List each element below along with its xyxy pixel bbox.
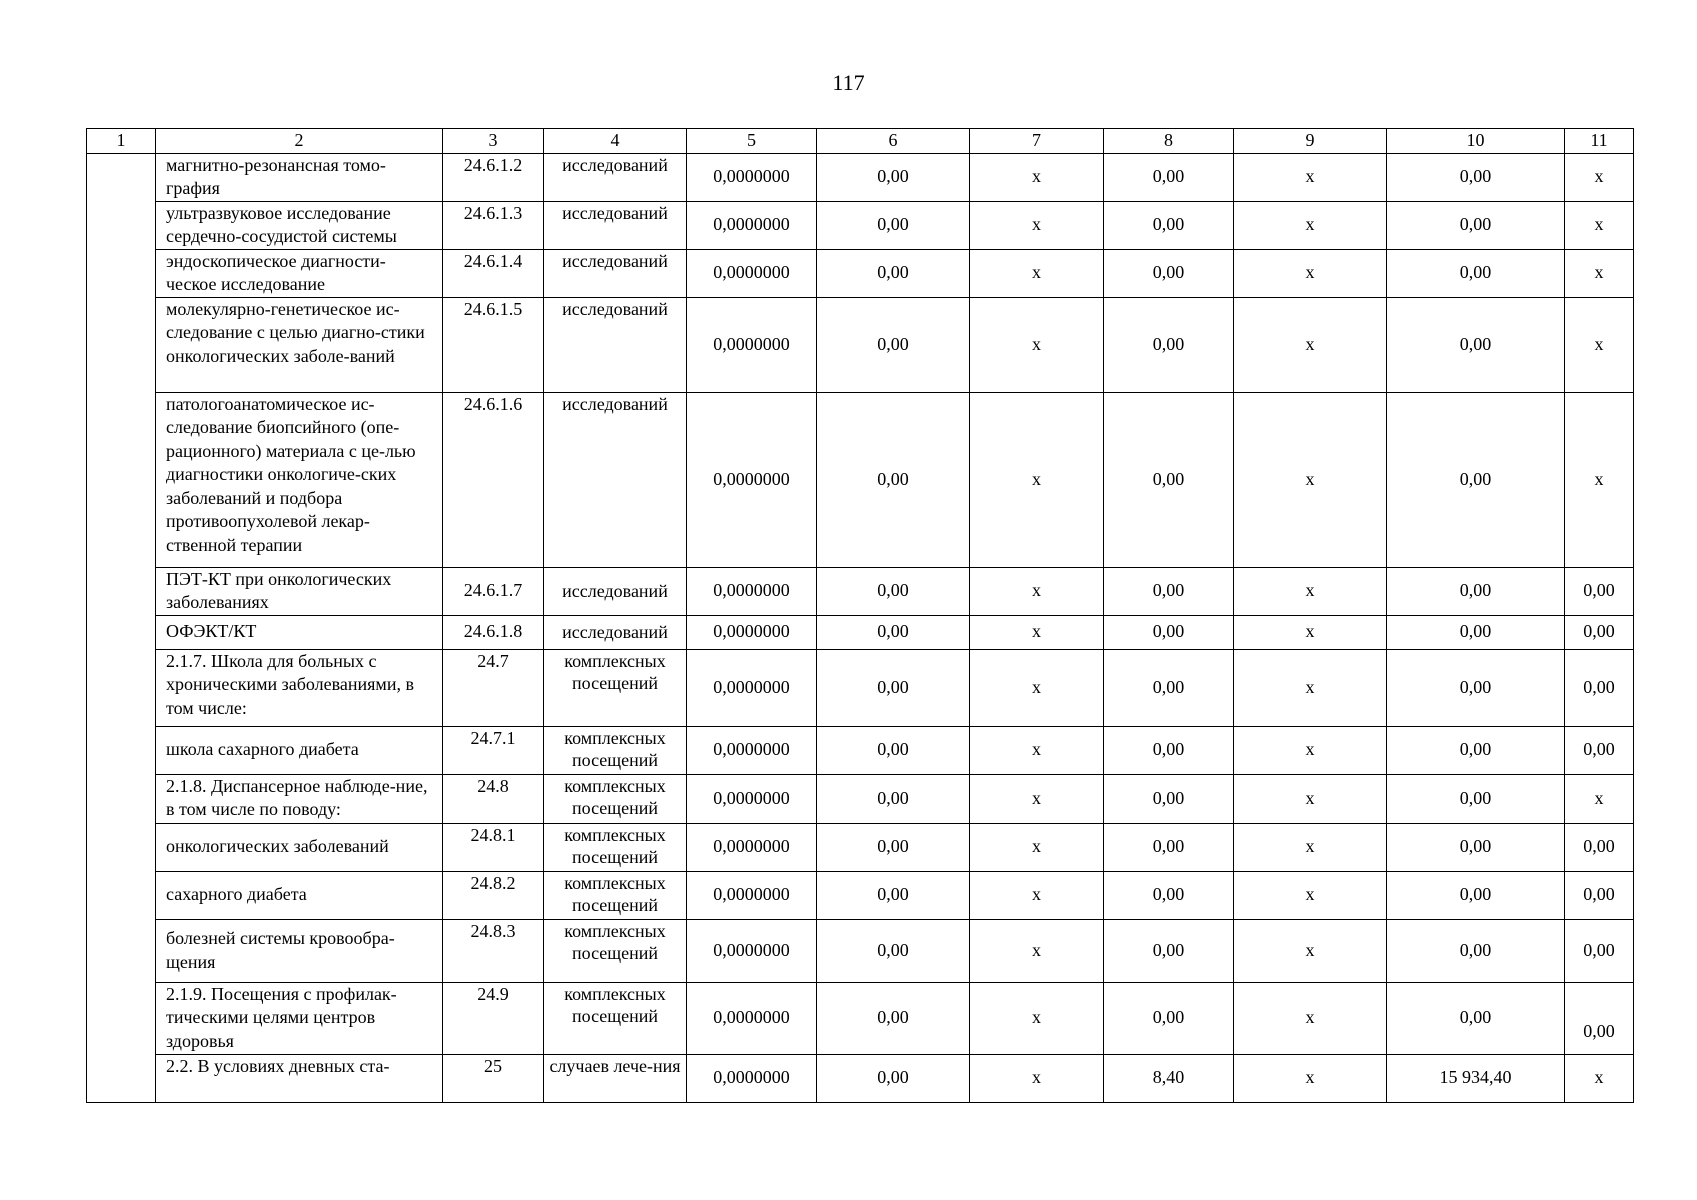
row-description: ОФЭКТ/КТ <box>156 615 443 649</box>
cell-col6: 0,00 <box>817 1054 970 1102</box>
cell-col6: 0,00 <box>817 201 970 249</box>
cell-col9: х <box>1234 982 1387 1054</box>
table-row <box>87 774 1634 823</box>
cell-col11: 0,00 <box>1565 919 1634 982</box>
column-number: 2 <box>156 129 443 154</box>
cell-col6: 0,00 <box>817 392 970 567</box>
cell-col7: х <box>970 249 1104 297</box>
row-unit: комплексных посещений <box>544 871 687 919</box>
cell-col7: х <box>970 567 1104 615</box>
table-row <box>87 249 1634 297</box>
row-unit: случаев лече-ния <box>544 1054 687 1102</box>
column-number: 3 <box>443 129 544 154</box>
cell-col11: х <box>1565 1054 1634 1102</box>
cell-col9: х <box>1234 392 1387 567</box>
cell-col7: х <box>970 615 1104 649</box>
cell-col11: 0,00 <box>1565 871 1634 919</box>
column-number: 1 <box>87 129 156 154</box>
table-row <box>87 823 1634 871</box>
row-group-cell <box>87 153 156 1102</box>
cell-col10: 15 934,40 <box>1387 1054 1565 1102</box>
cell-col9: х <box>1234 919 1387 982</box>
row-code: 24.8 <box>443 774 544 823</box>
row-description: патологоанатомическое ис-следование биопсийного (опе-рационного) материала с це-лью диагностики онкологиче-ских заболеваний и подбора противоопухолевой лекар-ственной терапии <box>156 392 443 567</box>
cell-col6: 0,00 <box>817 249 970 297</box>
cell-col5: 0,0000000 <box>687 392 817 567</box>
cell-col5: 0,0000000 <box>687 567 817 615</box>
table-row <box>87 201 1634 249</box>
cell-col10: 0,00 <box>1387 249 1565 297</box>
cell-col6: 0,00 <box>817 919 970 982</box>
row-unit: исследований <box>544 153 687 201</box>
cell-col6: 0,00 <box>817 297 970 392</box>
cell-col7: х <box>970 774 1104 823</box>
row-description: молекулярно-генетическое ис-следование с целью диагно-стики онкологических заболе-ваний <box>156 297 443 392</box>
cell-col6: 0,00 <box>817 982 970 1054</box>
cell-col5: 0,0000000 <box>687 649 817 726</box>
cell-col7: х <box>970 392 1104 567</box>
cell-col5: 0,0000000 <box>687 153 817 201</box>
row-description: 2.2. В условиях дневных ста- <box>156 1054 443 1102</box>
cell-col8: 0,00 <box>1104 649 1234 726</box>
cell-col8: 0,00 <box>1104 823 1234 871</box>
row-description: ультразвуковое исследование сердечно-сосудистой системы <box>156 201 443 249</box>
cell-col8: 0,00 <box>1104 153 1234 201</box>
column-number: 11 <box>1565 129 1634 154</box>
row-description: болезней системы кровообра-щения <box>156 919 443 982</box>
cell-col9: х <box>1234 774 1387 823</box>
row-description: магнитно-резонансная томо-графия <box>156 153 443 201</box>
table-row <box>87 567 1634 615</box>
cell-col9: х <box>1234 1054 1387 1102</box>
cell-col8: 0,00 <box>1104 567 1234 615</box>
table-row <box>87 919 1634 982</box>
column-number: 9 <box>1234 129 1387 154</box>
cell-col7: х <box>970 919 1104 982</box>
cell-col10: 0,00 <box>1387 823 1565 871</box>
column-number: 7 <box>970 129 1104 154</box>
page-number: 117 <box>832 70 865 95</box>
row-unit: комплексных посещений <box>544 982 687 1054</box>
row-unit: исследований <box>544 297 687 392</box>
cell-col7: х <box>970 1054 1104 1102</box>
cell-col5: 0,0000000 <box>687 774 817 823</box>
cell-col10: 0,00 <box>1387 153 1565 201</box>
row-code: 24.8.1 <box>443 823 544 871</box>
cell-col10: 0,00 <box>1387 774 1565 823</box>
row-unit: комплексных посещений <box>544 726 687 774</box>
table-row <box>87 871 1634 919</box>
cell-col5: 0,0000000 <box>687 297 817 392</box>
cell-col6: 0,00 <box>817 871 970 919</box>
header-row <box>87 129 1634 154</box>
cell-col10: 0,00 <box>1387 919 1565 982</box>
cell-col10: 0,00 <box>1387 649 1565 726</box>
cell-col11: 0,00 <box>1565 982 1634 1054</box>
cell-col5: 0,0000000 <box>687 726 817 774</box>
cell-col9: х <box>1234 649 1387 726</box>
cell-col8: 0,00 <box>1104 297 1234 392</box>
cell-col7: х <box>970 201 1104 249</box>
row-code: 24.8.2 <box>443 871 544 919</box>
table-row <box>87 982 1634 1054</box>
cell-col5: 0,0000000 <box>687 919 817 982</box>
cell-col5: 0,0000000 <box>687 823 817 871</box>
cell-col8: 0,00 <box>1104 871 1234 919</box>
cell-col10: 0,00 <box>1387 392 1565 567</box>
cell-col5: 0,0000000 <box>687 249 817 297</box>
cell-col11: 0,00 <box>1565 726 1634 774</box>
cell-col8: 0,00 <box>1104 392 1234 567</box>
cell-col6: 0,00 <box>817 649 970 726</box>
cell-col6: 0,00 <box>817 774 970 823</box>
column-number: 8 <box>1104 129 1234 154</box>
data-table <box>86 128 1634 1103</box>
table-row <box>87 1054 1634 1102</box>
cell-col11: 0,00 <box>1565 649 1634 726</box>
cell-col5: 0,0000000 <box>687 871 817 919</box>
column-number: 5 <box>687 129 817 154</box>
cell-col8: 0,00 <box>1104 774 1234 823</box>
row-code: 24.6.1.6 <box>443 392 544 567</box>
row-unit: исследований <box>544 567 687 615</box>
cell-col6: 0,00 <box>817 615 970 649</box>
cell-col11: х <box>1565 392 1634 567</box>
table-row <box>87 153 1634 201</box>
row-description: сахарного диабета <box>156 871 443 919</box>
cell-col11: х <box>1565 774 1634 823</box>
table-row <box>87 297 1634 392</box>
cell-col8: 8,40 <box>1104 1054 1234 1102</box>
cell-col7: х <box>970 649 1104 726</box>
cell-col10: 0,00 <box>1387 201 1565 249</box>
row-code: 24.6.1.8 <box>443 615 544 649</box>
column-number: 4 <box>544 129 687 154</box>
cell-col9: х <box>1234 201 1387 249</box>
row-unit: комплексных посещений <box>544 774 687 823</box>
row-description: 2.1.8. Диспансерное наблюде-ние, в том числе по поводу: <box>156 774 443 823</box>
cell-col7: х <box>970 982 1104 1054</box>
row-code: 24.6.1.3 <box>443 201 544 249</box>
cell-col9: х <box>1234 726 1387 774</box>
cell-col11: 0,00 <box>1565 615 1634 649</box>
row-description: 2.1.9. Посещения с профилак-тическими целями центров здоровья <box>156 982 443 1054</box>
cell-col10: 0,00 <box>1387 982 1565 1054</box>
row-code: 24.6.1.4 <box>443 249 544 297</box>
cell-col9: х <box>1234 615 1387 649</box>
column-number: 10 <box>1387 129 1565 154</box>
cell-col11: х <box>1565 201 1634 249</box>
cell-col5: 0,0000000 <box>687 1054 817 1102</box>
cell-col11: 0,00 <box>1565 567 1634 615</box>
cell-col9: х <box>1234 297 1387 392</box>
column-number: 6 <box>817 129 970 154</box>
row-code: 24.6.1.7 <box>443 567 544 615</box>
cell-col8: 0,00 <box>1104 615 1234 649</box>
row-description: онкологических заболеваний <box>156 823 443 871</box>
table-row <box>87 392 1634 567</box>
cell-col8: 0,00 <box>1104 726 1234 774</box>
cell-col5: 0,0000000 <box>687 615 817 649</box>
cell-col10: 0,00 <box>1387 726 1565 774</box>
cell-col8: 0,00 <box>1104 201 1234 249</box>
row-unit: исследований <box>544 201 687 249</box>
table-row <box>87 649 1634 726</box>
cell-col5: 0,0000000 <box>687 982 817 1054</box>
cell-col9: х <box>1234 153 1387 201</box>
cell-col7: х <box>970 153 1104 201</box>
cell-col8: 0,00 <box>1104 249 1234 297</box>
row-code: 24.8.3 <box>443 919 544 982</box>
row-code: 24.7 <box>443 649 544 726</box>
cell-col9: х <box>1234 871 1387 919</box>
cell-col11: х <box>1565 249 1634 297</box>
row-code: 24.6.1.2 <box>443 153 544 201</box>
row-description: ПЭТ-КТ при онкологических заболеваниях <box>156 567 443 615</box>
row-code: 25 <box>443 1054 544 1102</box>
cell-col11: х <box>1565 153 1634 201</box>
row-description: эндоскопическое диагности-ческое исследование <box>156 249 443 297</box>
cell-col10: 0,00 <box>1387 871 1565 919</box>
row-code: 24.9 <box>443 982 544 1054</box>
cell-col10: 0,00 <box>1387 615 1565 649</box>
cell-col7: х <box>970 297 1104 392</box>
cell-col9: х <box>1234 567 1387 615</box>
row-unit: комплексных посещений <box>544 919 687 982</box>
cell-col9: х <box>1234 823 1387 871</box>
cell-col8: 0,00 <box>1104 919 1234 982</box>
cell-col8: 0,00 <box>1104 982 1234 1054</box>
cell-col10: 0,00 <box>1387 297 1565 392</box>
row-unit: комплексных посещений <box>544 823 687 871</box>
row-description: 2.1.7. Школа для больных с хроническими заболеваниями, в том числе: <box>156 649 443 726</box>
cell-col5: 0,0000000 <box>687 201 817 249</box>
cell-col6: 0,00 <box>817 823 970 871</box>
cell-col7: х <box>970 823 1104 871</box>
cell-col9: х <box>1234 249 1387 297</box>
cell-col6: 0,00 <box>817 726 970 774</box>
row-code: 24.6.1.5 <box>443 297 544 392</box>
row-code: 24.7.1 <box>443 726 544 774</box>
table-row <box>87 615 1634 649</box>
table-row <box>87 726 1634 774</box>
cell-col10: 0,00 <box>1387 567 1565 615</box>
row-unit: комплексных посещений <box>544 649 687 726</box>
row-unit: исследований <box>544 615 687 649</box>
cell-col7: х <box>970 871 1104 919</box>
row-description: школа сахарного диабета <box>156 726 443 774</box>
cell-col11: 0,00 <box>1565 823 1634 871</box>
row-unit: исследований <box>544 249 687 297</box>
cell-col11: х <box>1565 297 1634 392</box>
cell-col6: 0,00 <box>817 567 970 615</box>
row-unit: исследований <box>544 392 687 567</box>
cell-col6: 0,00 <box>817 153 970 201</box>
cell-col7: х <box>970 726 1104 774</box>
